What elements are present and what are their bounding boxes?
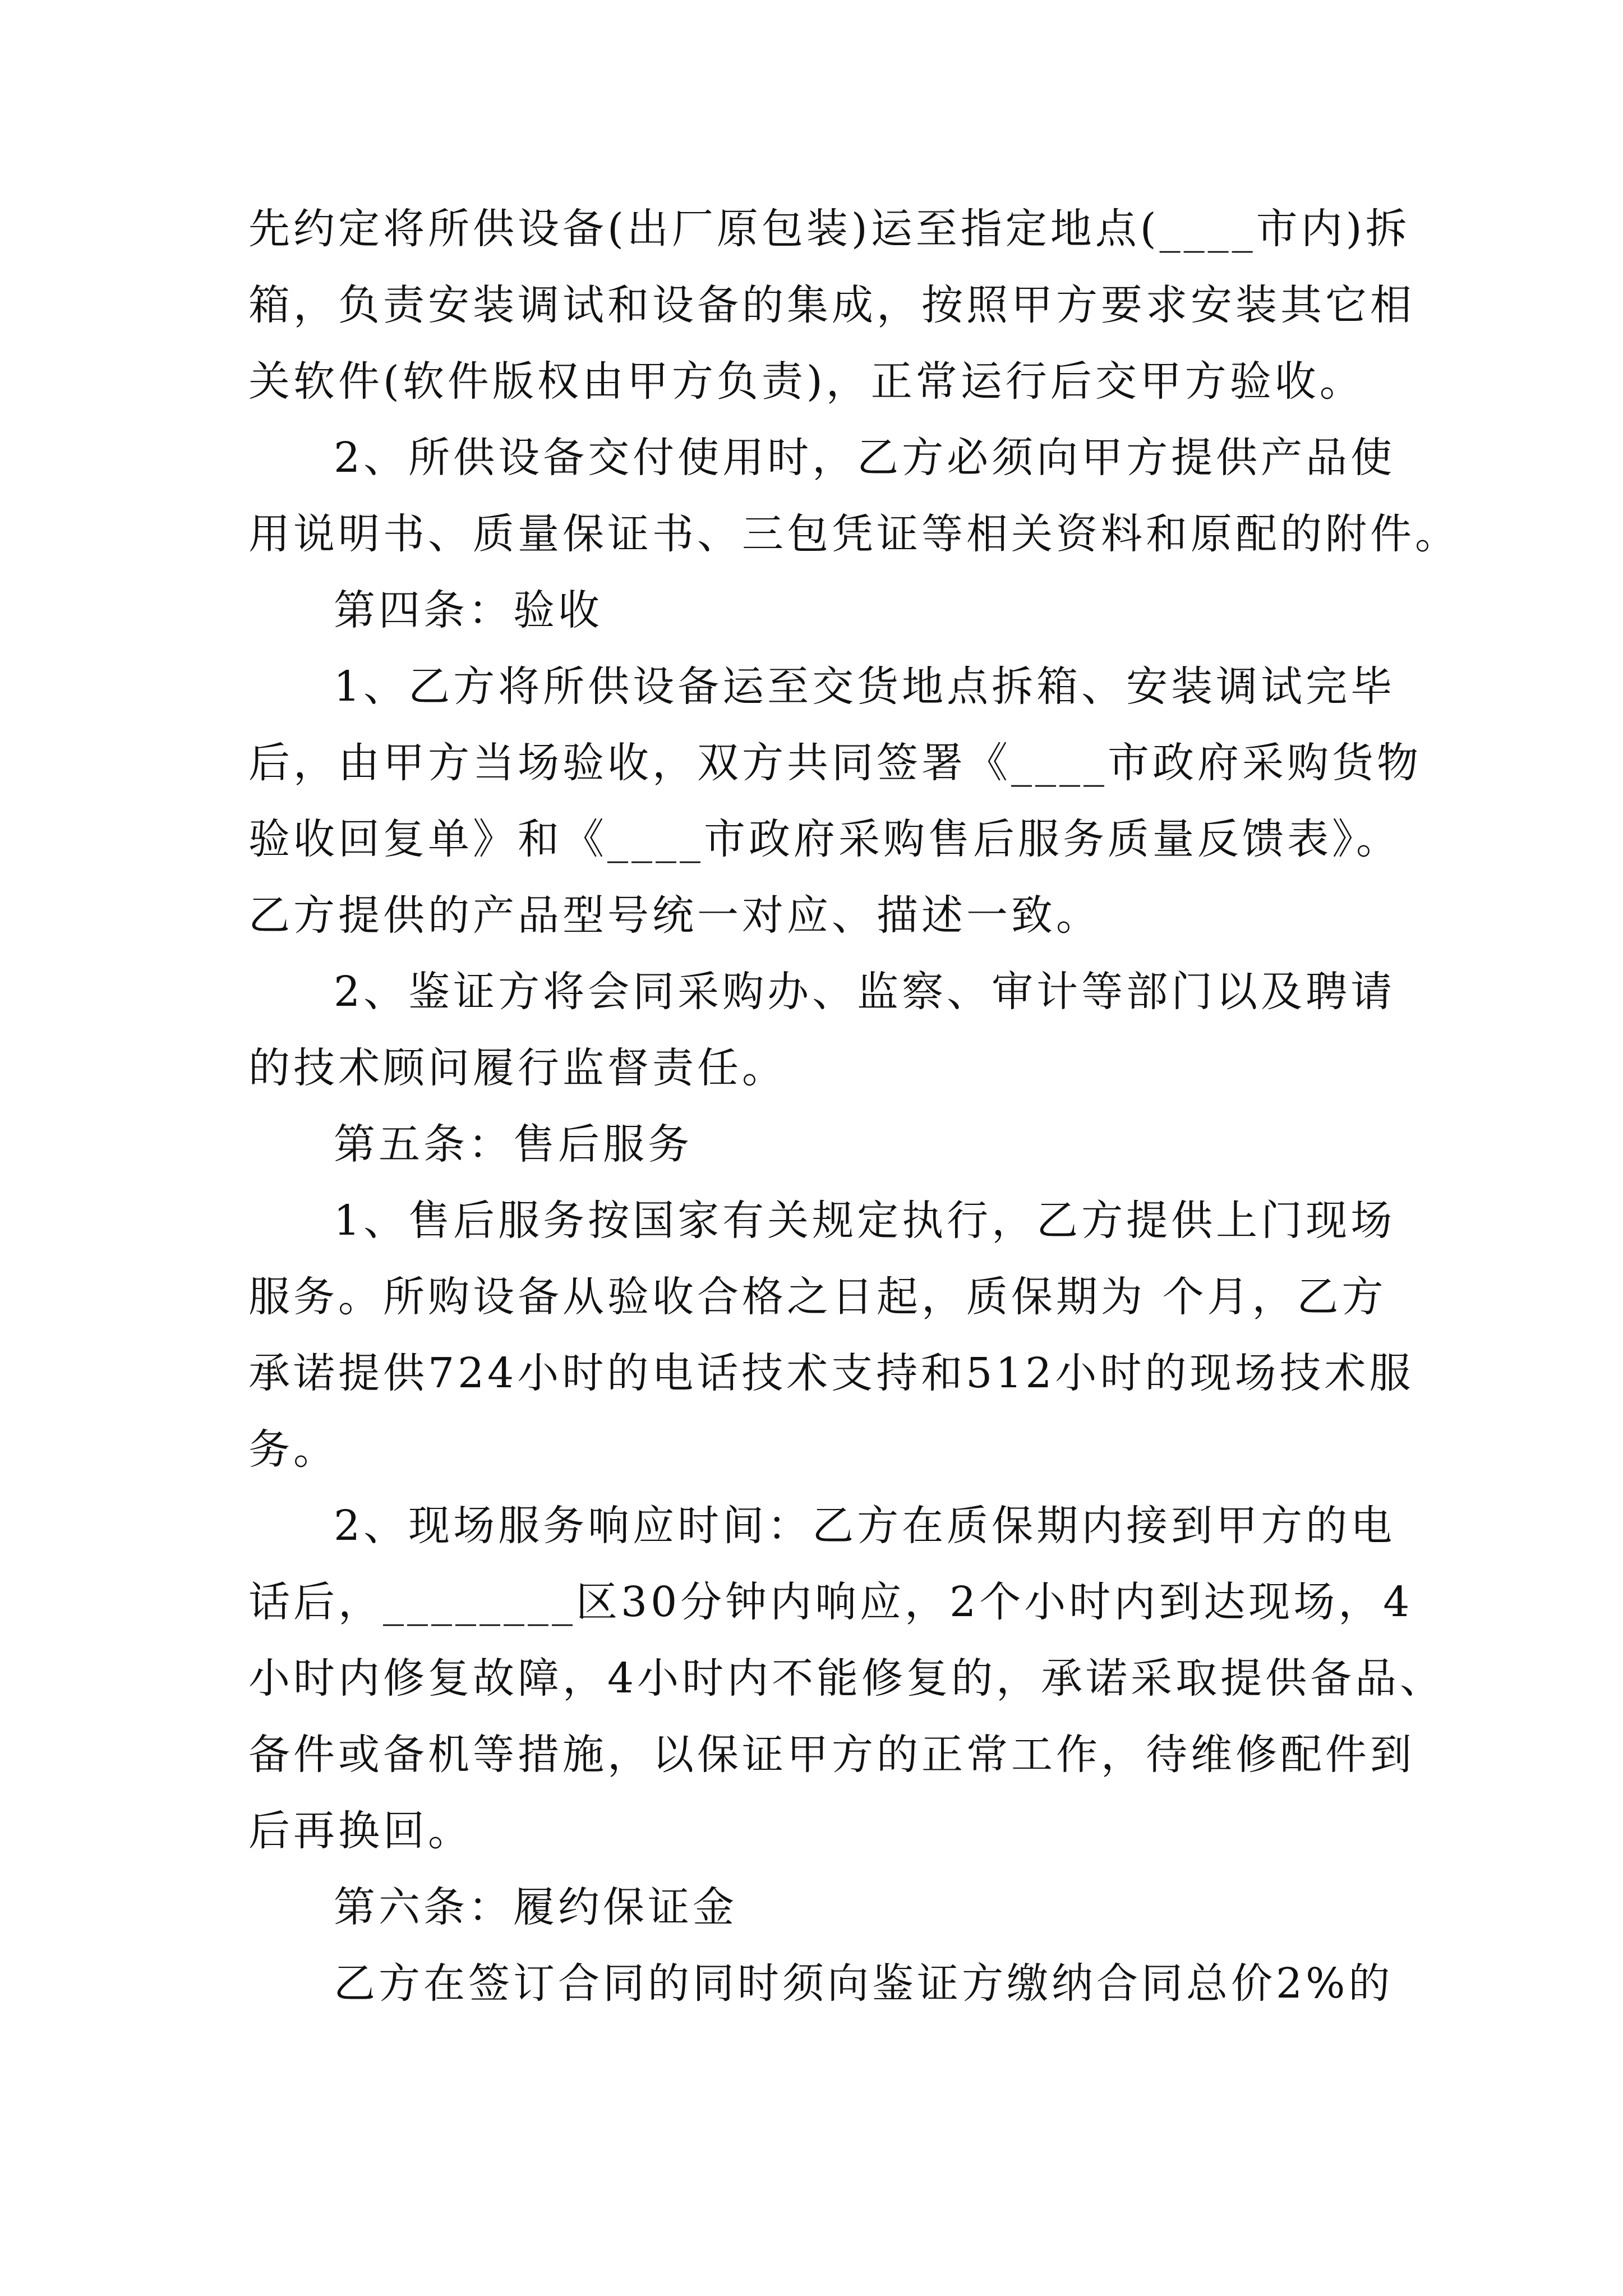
text-line: 的技术顾问履行监督责任。 xyxy=(248,1044,787,1092)
text-line: 2、现场服务响应时间：乙方在质保期内接到甲方的电 xyxy=(334,1502,1396,1550)
text-line: 话后，________区30分钟内响应，2个小时内到达现场，4 xyxy=(248,1578,1413,1626)
text-line: 后再换回。 xyxy=(248,1807,473,1855)
text-line: 2、所供设备交付使用时，乙方必须向甲方提供产品使 xyxy=(334,434,1396,482)
text-line: 后，由甲方当场验收，双方共同签署《____市政府采购货物 xyxy=(248,739,1422,787)
text-line: 2、鉴证方将会同采购办、监察、审计等部门以及聘请 xyxy=(334,968,1396,1016)
text-line: 小时内修复故障，4小时内不能修复的，承诺采取提供备品、 xyxy=(248,1654,1445,1703)
text-line: 验收回复单》和《____市政府采购售后服务质量反馈表》。 xyxy=(248,815,1401,863)
text-line: 服务。所购设备从验收合格之日起，质保期为 个月，乙方 xyxy=(248,1273,1387,1321)
text-line: 关软件(软件版权由甲方负责)，正常运行后交甲方验收。 xyxy=(248,357,1364,406)
text-line: 用说明书、质量保证书、三包凭证等相关资料和原配的附件。 xyxy=(248,510,1460,558)
text-line: 1、乙方将所供设备运至交货地点拆箱、安装调试完毕 xyxy=(334,662,1396,711)
text-line: 备件或备机等措施，以保证甲方的正常工作，待维修配件到 xyxy=(248,1731,1415,1779)
section-heading: 第四条：验收 xyxy=(334,586,603,634)
text-line: 1、售后服务按国家有关规定执行，乙方提供上门现场 xyxy=(334,1197,1396,1245)
contract-text-body xyxy=(248,191,1460,2022)
text-line: 乙方提供的产品型号统一对应、描述一致。 xyxy=(248,891,1101,940)
section-heading: 第五条：售后服务 xyxy=(334,1120,693,1168)
text-line: 先约定将所供设备(出厂原包装)运至指定地点(____市内)拆 xyxy=(248,205,1410,253)
text-line: 承诺提供724小时的电话技术支持和512小时的现场技术服 xyxy=(248,1349,1414,1397)
text-line: 乙方在签订合同的同时须向鉴证方缴纳合同总价2%的 xyxy=(334,1959,1394,2008)
section-heading: 第六条：履约保证金 xyxy=(334,1883,737,1931)
text-line: 箱，负责安装调试和设备的集成，按照甲方要求安装其它相 xyxy=(248,281,1415,329)
text-line: 务。 xyxy=(248,1425,338,1474)
